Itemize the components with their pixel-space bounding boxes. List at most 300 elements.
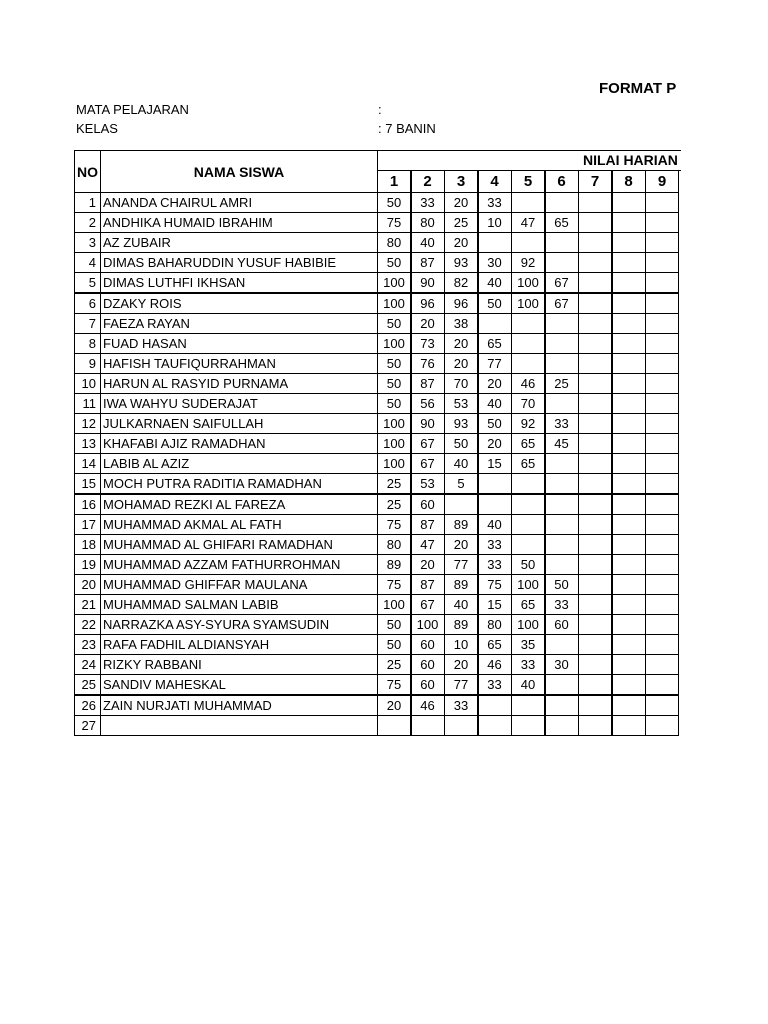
score-cell[interactable] — [578, 413, 612, 434]
score-cell[interactable] — [645, 534, 679, 555]
score-cell[interactable]: 96 — [444, 293, 478, 314]
score-cell[interactable]: 40 — [478, 272, 512, 293]
student-name-cell[interactable]: ANDHIKA HUMAID IBRAHIM — [100, 212, 378, 233]
score-cell[interactable]: 46 — [511, 373, 545, 394]
score-cell[interactable] — [645, 393, 679, 414]
score-cell[interactable] — [578, 695, 612, 716]
row-number-cell[interactable]: 5 — [74, 272, 101, 293]
score-cell[interactable] — [645, 654, 679, 675]
score-cell[interactable] — [612, 293, 646, 314]
score-cell[interactable] — [612, 674, 646, 695]
score-cell[interactable]: 47 — [411, 534, 445, 555]
score-cell[interactable] — [612, 715, 646, 736]
score-cell[interactable]: 10 — [478, 212, 512, 233]
score-cell[interactable] — [645, 715, 679, 736]
score-cell[interactable]: 67 — [411, 433, 445, 454]
score-cell[interactable]: 80 — [411, 212, 445, 233]
score-cell[interactable] — [645, 413, 679, 434]
score-cell[interactable] — [578, 453, 612, 474]
score-cell[interactable]: 87 — [411, 574, 445, 595]
score-cell[interactable] — [411, 715, 445, 736]
student-name-cell[interactable]: JULKARNAEN SAIFULLAH — [100, 413, 378, 434]
nilai-harian-label: NILAI HARIAN — [583, 152, 678, 168]
score-cell[interactable]: 20 — [478, 433, 512, 454]
score-cell[interactable]: 40 — [511, 674, 545, 695]
score-cell[interactable]: 40 — [444, 594, 478, 615]
score-cell[interactable]: 20 — [444, 353, 478, 374]
score-cell[interactable] — [578, 433, 612, 454]
score-cell[interactable] — [645, 473, 679, 494]
row-number-cell[interactable]: 14 — [74, 453, 101, 474]
score-cell[interactable]: 38 — [444, 313, 478, 334]
row-number-cell[interactable]: 18 — [74, 534, 101, 555]
score-cell[interactable] — [545, 674, 579, 695]
score-cell[interactable]: 80 — [377, 232, 411, 253]
row-number-cell[interactable]: 27 — [74, 715, 101, 736]
score-cell[interactable]: 50 — [478, 413, 512, 434]
score-cell[interactable] — [645, 554, 679, 575]
row-number-cell[interactable]: 7 — [74, 313, 101, 334]
student-name-cell[interactable]: HAFISH TAUFIQURRAHMAN — [100, 353, 378, 374]
row-number-cell[interactable]: 23 — [74, 634, 101, 655]
score-cell[interactable]: 100 — [511, 574, 545, 595]
score-cell[interactable] — [444, 494, 478, 515]
score-cell[interactable] — [511, 313, 545, 334]
score-cell[interactable] — [545, 313, 579, 334]
row-number-cell[interactable]: 8 — [74, 333, 101, 354]
score-cell[interactable] — [612, 413, 646, 434]
score-cell[interactable]: 20 — [444, 534, 478, 555]
score-cell[interactable] — [578, 333, 612, 354]
student-name-cell[interactable]: NARRAZKA ASY-SYURA SYAMSUDIN — [100, 614, 378, 635]
score-cell[interactable]: 25 — [377, 473, 411, 494]
score-cell[interactable] — [612, 614, 646, 635]
student-name-cell[interactable]: MOHAMAD REZKI AL FAREZA — [100, 494, 378, 515]
score-cell[interactable]: 50 — [377, 313, 411, 334]
score-cell[interactable]: 33 — [478, 674, 512, 695]
score-cell[interactable]: 100 — [511, 614, 545, 635]
score-cell[interactable]: 67 — [411, 453, 445, 474]
student-name-cell[interactable]: IWA WAHYU SUDERAJAT — [100, 393, 378, 414]
score-cell[interactable] — [645, 695, 679, 716]
score-cell[interactable]: 25 — [377, 654, 411, 675]
score-cell[interactable]: 60 — [411, 654, 445, 675]
score-cell[interactable]: 89 — [444, 574, 478, 595]
score-cell[interactable] — [578, 654, 612, 675]
score-cell[interactable] — [578, 494, 612, 515]
score-cell[interactable]: 40 — [444, 453, 478, 474]
score-cell[interactable] — [377, 715, 411, 736]
score-cell[interactable]: 46 — [478, 654, 512, 675]
score-cell[interactable] — [645, 373, 679, 394]
score-cell[interactable]: 96 — [411, 293, 445, 314]
score-cell[interactable]: 100 — [377, 433, 411, 454]
score-cell[interactable]: 100 — [377, 413, 411, 434]
score-cell[interactable]: 40 — [411, 232, 445, 253]
score-cell[interactable] — [545, 494, 579, 515]
student-name-cell[interactable]: MUHAMMAD GHIFFAR MAULANA — [100, 574, 378, 595]
score-cell[interactable]: 60 — [411, 494, 445, 515]
student-name-cell[interactable]: LABIB AL AZIZ — [100, 453, 378, 474]
score-cell[interactable] — [578, 594, 612, 615]
score-cell[interactable] — [612, 252, 646, 273]
score-cell[interactable] — [545, 715, 579, 736]
score-cell[interactable]: 80 — [377, 534, 411, 555]
score-cell[interactable] — [511, 715, 545, 736]
score-cell[interactable]: 65 — [511, 594, 545, 615]
score-cell[interactable] — [612, 192, 646, 213]
score-cell[interactable] — [545, 353, 579, 374]
score-cell[interactable]: 65 — [478, 634, 512, 655]
score-cell[interactable]: 50 — [377, 614, 411, 635]
score-cell[interactable]: 53 — [444, 393, 478, 414]
score-cell[interactable] — [578, 272, 612, 293]
score-cell[interactable]: 20 — [444, 333, 478, 354]
score-cell[interactable]: 33 — [478, 192, 512, 213]
score-cell[interactable] — [478, 313, 512, 334]
score-cell[interactable]: 50 — [478, 293, 512, 314]
score-cell[interactable]: 46 — [411, 695, 445, 716]
score-cell[interactable] — [645, 232, 679, 253]
score-cell[interactable]: 56 — [411, 393, 445, 414]
score-cell[interactable]: 33 — [545, 594, 579, 615]
subject-label: MATA PELAJARAN — [76, 102, 189, 117]
score-cell[interactable]: 20 — [377, 695, 411, 716]
score-cell[interactable] — [612, 695, 646, 716]
student-name-cell[interactable]: DIMAS LUTHFI IKHSAN — [100, 272, 378, 293]
score-cell[interactable] — [545, 514, 579, 535]
score-cell[interactable]: 73 — [411, 333, 445, 354]
score-cell[interactable]: 67 — [545, 272, 579, 293]
row-number-cell[interactable]: 10 — [74, 373, 101, 394]
score-cell[interactable] — [444, 715, 478, 736]
score-cell[interactable] — [545, 192, 579, 213]
score-cell[interactable]: 90 — [411, 272, 445, 293]
score-cell[interactable] — [545, 473, 579, 494]
row-number-cell[interactable]: 2 — [74, 212, 101, 233]
row-number-cell[interactable]: 24 — [74, 654, 101, 675]
score-cell[interactable]: 100 — [411, 614, 445, 635]
score-cell[interactable] — [578, 192, 612, 213]
score-cell[interactable]: 100 — [377, 272, 411, 293]
score-cell[interactable]: 100 — [511, 293, 545, 314]
row-number-cell[interactable]: 9 — [74, 353, 101, 374]
row-number-cell[interactable]: 11 — [74, 393, 101, 414]
score-cell[interactable]: 40 — [478, 514, 512, 535]
score-cell[interactable] — [645, 293, 679, 314]
score-cell[interactable] — [645, 192, 679, 213]
score-cell[interactable] — [578, 313, 612, 334]
score-cell[interactable]: 20 — [444, 654, 478, 675]
score-cell[interactable] — [578, 232, 612, 253]
score-cell[interactable] — [645, 272, 679, 293]
score-cell[interactable]: 75 — [478, 574, 512, 595]
score-cell[interactable]: 92 — [511, 252, 545, 273]
score-cell[interactable]: 100 — [377, 453, 411, 474]
score-cell[interactable]: 50 — [377, 252, 411, 273]
score-cell[interactable] — [578, 353, 612, 374]
score-cell[interactable]: 75 — [377, 212, 411, 233]
score-cell[interactable] — [578, 514, 612, 535]
score-cell[interactable]: 53 — [411, 473, 445, 494]
row-number-cell[interactable]: 1 — [74, 192, 101, 213]
score-cell[interactable] — [478, 232, 512, 253]
score-cell[interactable] — [545, 333, 579, 354]
score-cell[interactable]: 33 — [511, 654, 545, 675]
score-cell[interactable] — [645, 212, 679, 233]
score-cell[interactable] — [612, 554, 646, 575]
score-cell[interactable] — [511, 333, 545, 354]
score-cell[interactable] — [645, 433, 679, 454]
score-cell[interactable] — [511, 695, 545, 716]
score-cell[interactable] — [511, 353, 545, 374]
score-cell[interactable]: 50 — [444, 433, 478, 454]
score-cell[interactable] — [578, 293, 612, 314]
student-name-cell[interactable]: MOCH PUTRA RADITIA RAMADHAN — [100, 473, 378, 494]
score-cell[interactable]: 50 — [377, 634, 411, 655]
score-cell[interactable]: 77 — [444, 554, 478, 575]
student-name-cell[interactable]: MUHAMMAD AKMAL AL FATH — [100, 514, 378, 535]
student-name-cell[interactable]: KHAFABI AJIZ RAMADHAN — [100, 433, 378, 454]
score-cell[interactable] — [612, 594, 646, 615]
score-cell[interactable] — [578, 634, 612, 655]
score-cell[interactable]: 65 — [511, 433, 545, 454]
score-cell[interactable] — [545, 695, 579, 716]
score-cell[interactable]: 100 — [377, 333, 411, 354]
score-cell[interactable] — [511, 534, 545, 555]
score-cell[interactable] — [578, 534, 612, 555]
score-cell[interactable]: 50 — [511, 554, 545, 575]
score-cell[interactable] — [612, 514, 646, 535]
score-cell[interactable]: 35 — [511, 634, 545, 655]
student-name-cell[interactable]: DIMAS BAHARUDDIN YUSUF HABIBIE — [100, 252, 378, 273]
score-cell[interactable]: 76 — [411, 353, 445, 374]
score-cell[interactable] — [578, 212, 612, 233]
score-cell[interactable]: 50 — [377, 393, 411, 414]
score-cell[interactable] — [612, 272, 646, 293]
student-name-cell[interactable]: RAFA FADHIL ALDIANSYAH — [100, 634, 378, 655]
student-name-cell[interactable]: MUHAMMAD SALMAN LABIB — [100, 594, 378, 615]
student-name-cell[interactable]: MUHAMMAD AL GHIFARI RAMADHAN — [100, 534, 378, 555]
row-number-cell[interactable]: 26 — [74, 695, 101, 716]
score-cell[interactable]: 90 — [411, 413, 445, 434]
student-name-cell[interactable]: RIZKY RABBANI — [100, 654, 378, 675]
score-cell[interactable] — [578, 614, 612, 635]
score-cell[interactable] — [645, 514, 679, 535]
score-cell[interactable] — [545, 554, 579, 575]
score-cell[interactable] — [612, 453, 646, 474]
student-name-cell[interactable]: HARUN AL RASYID PURNAMA — [100, 373, 378, 394]
row-number-cell[interactable]: 12 — [74, 413, 101, 434]
score-cell[interactable]: 20 — [411, 313, 445, 334]
score-cell[interactable]: 93 — [444, 413, 478, 434]
score-cell[interactable] — [578, 393, 612, 414]
score-cell[interactable] — [645, 353, 679, 374]
score-cell[interactable]: 70 — [444, 373, 478, 394]
score-cell[interactable]: 15 — [478, 453, 512, 474]
score-cell[interactable] — [612, 634, 646, 655]
score-cell[interactable]: 87 — [411, 373, 445, 394]
score-cell[interactable] — [612, 574, 646, 595]
score-cell[interactable] — [511, 494, 545, 515]
score-cell[interactable] — [578, 715, 612, 736]
score-cell[interactable] — [578, 252, 612, 273]
score-cell[interactable] — [478, 715, 512, 736]
student-name-cell[interactable]: DZAKY ROIS — [100, 293, 378, 314]
score-cell[interactable]: 75 — [377, 674, 411, 695]
score-cell[interactable] — [578, 674, 612, 695]
score-cell[interactable] — [645, 333, 679, 354]
row-number-cell[interactable]: 22 — [74, 614, 101, 635]
score-cell[interactable]: 50 — [377, 353, 411, 374]
row-number-cell[interactable]: 15 — [74, 473, 101, 494]
score-cell[interactable] — [645, 674, 679, 695]
score-cell[interactable]: 100 — [511, 272, 545, 293]
score-cell[interactable] — [612, 654, 646, 675]
score-cell[interactable]: 47 — [511, 212, 545, 233]
score-cell[interactable]: 20 — [444, 232, 478, 253]
score-cell[interactable] — [578, 554, 612, 575]
score-cell[interactable]: 30 — [478, 252, 512, 273]
score-cell[interactable]: 65 — [545, 212, 579, 233]
row-number-cell[interactable]: 6 — [74, 293, 101, 314]
row-number-cell[interactable]: 4 — [74, 252, 101, 273]
score-cell[interactable]: 50 — [377, 192, 411, 213]
score-cell[interactable]: 77 — [444, 674, 478, 695]
row-number-cell[interactable]: 13 — [74, 433, 101, 454]
score-cell[interactable] — [578, 473, 612, 494]
student-name-cell[interactable]: FAEZA RAYAN — [100, 313, 378, 334]
row-number-cell[interactable]: 3 — [74, 232, 101, 253]
score-cell[interactable] — [612, 212, 646, 233]
score-cell[interactable] — [612, 393, 646, 414]
score-cell[interactable]: 20 — [444, 192, 478, 213]
score-cell[interactable] — [511, 232, 545, 253]
score-cell[interactable]: 89 — [377, 554, 411, 575]
score-cell[interactable]: 15 — [478, 594, 512, 615]
score-cell[interactable]: 33 — [444, 695, 478, 716]
score-cell[interactable]: 92 — [511, 413, 545, 434]
score-cell[interactable]: 80 — [478, 614, 512, 635]
score-cell[interactable]: 30 — [545, 654, 579, 675]
score-cell[interactable] — [612, 232, 646, 253]
score-cell[interactable] — [478, 473, 512, 494]
student-name-cell[interactable]: ANANDA CHAIRUL AMRI — [100, 192, 378, 213]
score-cell[interactable] — [478, 494, 512, 515]
score-cell[interactable] — [645, 634, 679, 655]
student-name-cell[interactable]: SANDIV MAHESKAL — [100, 674, 378, 695]
score-cell[interactable]: 25 — [377, 494, 411, 515]
score-cell[interactable]: 33 — [478, 534, 512, 555]
row-number-cell[interactable]: 20 — [74, 574, 101, 595]
score-cell[interactable]: 77 — [478, 353, 512, 374]
row-number-cell[interactable]: 25 — [74, 674, 101, 695]
score-cell[interactable] — [612, 333, 646, 354]
score-cell[interactable] — [612, 473, 646, 494]
score-cell[interactable]: 93 — [444, 252, 478, 273]
score-cell[interactable] — [612, 313, 646, 334]
score-cell[interactable]: 25 — [545, 373, 579, 394]
score-cell[interactable]: 70 — [511, 393, 545, 414]
score-cell[interactable] — [645, 494, 679, 515]
score-cell[interactable] — [545, 232, 579, 253]
score-cell[interactable]: 75 — [377, 574, 411, 595]
score-cell[interactable]: 50 — [545, 574, 579, 595]
score-cell[interactable] — [645, 313, 679, 334]
score-cell[interactable]: 25 — [444, 212, 478, 233]
score-cell[interactable]: 33 — [478, 554, 512, 575]
score-cell[interactable] — [645, 252, 679, 273]
row-number-cell[interactable]: 16 — [74, 494, 101, 515]
score-cell[interactable]: 20 — [478, 373, 512, 394]
score-cell[interactable]: 60 — [545, 614, 579, 635]
score-cell[interactable] — [612, 373, 646, 394]
score-cell[interactable]: 67 — [411, 594, 445, 615]
score-cell[interactable] — [478, 695, 512, 716]
score-cell[interactable]: 65 — [478, 333, 512, 354]
score-cell[interactable]: 75 — [377, 514, 411, 535]
score-cell[interactable]: 100 — [377, 594, 411, 615]
score-cell[interactable] — [545, 252, 579, 273]
score-cell[interactable] — [545, 453, 579, 474]
score-cell[interactable]: 33 — [545, 413, 579, 434]
row-number-cell[interactable]: 21 — [74, 594, 101, 615]
student-name-cell[interactable]: MUHAMMAD AZZAM FATHURROHMAN — [100, 554, 378, 575]
score-cell[interactable] — [511, 514, 545, 535]
score-cell[interactable] — [612, 353, 646, 374]
row-number-cell[interactable]: 17 — [74, 514, 101, 535]
score-cell[interactable] — [511, 192, 545, 213]
table-row — [0, 393, 681, 414]
score-cell[interactable] — [578, 574, 612, 595]
score-cell[interactable] — [612, 534, 646, 555]
score-cell[interactable] — [545, 634, 579, 655]
score-cell[interactable]: 33 — [411, 192, 445, 213]
score-cell[interactable] — [545, 393, 579, 414]
score-cell[interactable] — [612, 433, 646, 454]
score-cell[interactable]: 65 — [511, 453, 545, 474]
score-cell[interactable] — [645, 574, 679, 595]
score-cell[interactable]: 87 — [411, 514, 445, 535]
score-cell[interactable]: 87 — [411, 252, 445, 273]
score-cell[interactable] — [645, 453, 679, 474]
score-cell[interactable] — [545, 534, 579, 555]
score-cell[interactable] — [645, 594, 679, 615]
score-cell[interactable]: 89 — [444, 514, 478, 535]
row-number-cell[interactable]: 19 — [74, 554, 101, 575]
student-name-cell[interactable]: ZAIN NURJATI MUHAMMAD — [100, 695, 378, 716]
score-cell[interactable]: 40 — [478, 393, 512, 414]
score-cell[interactable] — [645, 614, 679, 635]
score-cell[interactable] — [612, 494, 646, 515]
score-cell[interactable]: 82 — [444, 272, 478, 293]
score-cell[interactable]: 50 — [377, 373, 411, 394]
score-cell[interactable] — [578, 373, 612, 394]
student-name-cell[interactable] — [100, 715, 378, 736]
score-cell[interactable]: 100 — [377, 293, 411, 314]
score-cell[interactable] — [511, 473, 545, 494]
score-cell[interactable]: 20 — [411, 554, 445, 575]
score-cell[interactable]: 45 — [545, 433, 579, 454]
score-cell[interactable]: 60 — [411, 634, 445, 655]
score-cell[interactable]: 10 — [444, 634, 478, 655]
score-cell[interactable]: 5 — [444, 473, 478, 494]
score-cell[interactable]: 67 — [545, 293, 579, 314]
score-cell[interactable]: 89 — [444, 614, 478, 635]
student-name-cell[interactable]: FUAD HASAN — [100, 333, 378, 354]
score-cell[interactable]: 60 — [411, 674, 445, 695]
student-name-cell[interactable]: AZ ZUBAIR — [100, 232, 378, 253]
